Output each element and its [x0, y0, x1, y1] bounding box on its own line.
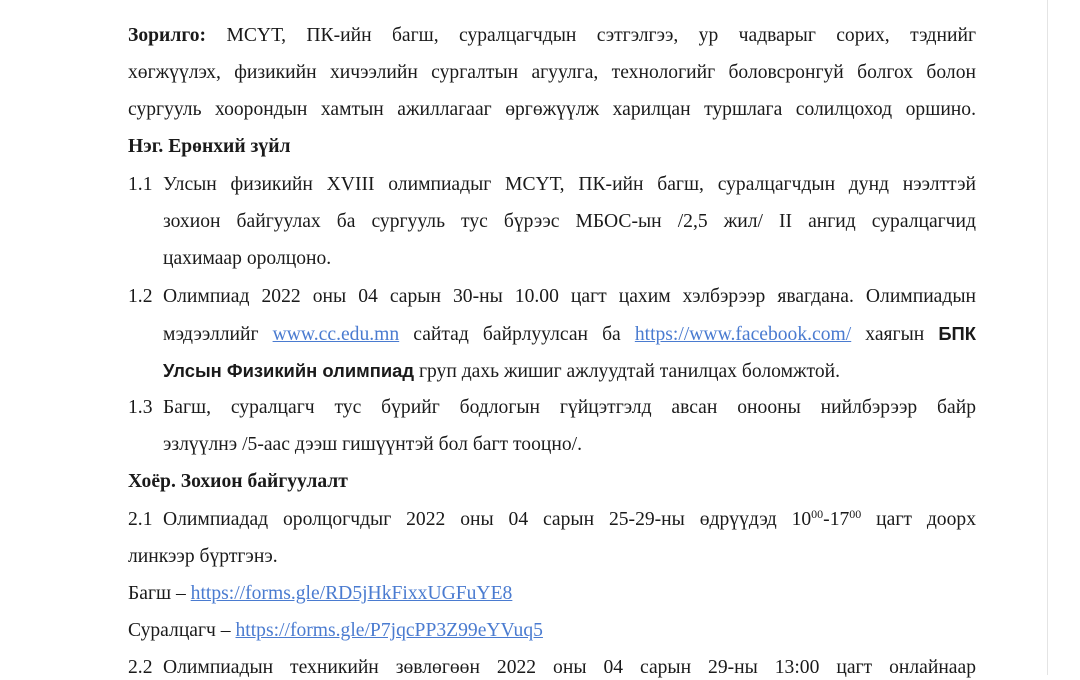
page-edge [1047, 0, 1048, 675]
item-2-1-text-c: цагт доорх [861, 509, 976, 530]
cc-edu-link[interactable]: www.cc.edu.mn [272, 324, 400, 345]
item-1-2-text-d: груп дахь жишиг ажлуудтай танилцах боломжтой. [414, 361, 841, 382]
item-1-2-bold-bpk: БПК [938, 323, 976, 344]
facebook-link[interactable]: https://www.facebook.com/ [634, 324, 852, 345]
item-1-2-bold-group: Улсын Физикийн олимпиад [163, 360, 415, 381]
goal-line-3: сургууль хоорондын хамтын ажиллагааг өргөжүүлж харилцан туршлага солилцоход оршино. [128, 99, 976, 120]
item-1-3-line-2: эзлүүлнэ /5-аас дээш гишүүнтэй бол багт тооцно/. [163, 434, 582, 455]
item-1-2-text-c: хаягын [851, 324, 939, 345]
item-1-2-text-b: сайтад байрлуулсан ба [399, 324, 635, 345]
item-2-1-text-a: Олимпиадад оролцогчдыг 2022 оны 04 сарын 25-29-ны өдрүүдэд 10 [163, 509, 812, 530]
teacher-registration-line [128, 582, 512, 606]
goal-line-1 [128, 24, 976, 48]
goal-line-2: хөгжүүлэх, физикийн хичээлийн сургалтын агуулга, технологийг боловсронгуй болгох болон [128, 62, 976, 83]
item-2-1-line-1 [163, 508, 976, 532]
section-1-title: Нэг. Ерөнхий зүйл [128, 136, 291, 157]
goal-label: Зорилго: [128, 25, 207, 46]
item-2-2-line-1: Олимпиадын техникийн зөвлөгөөн 2022 оны 04 сарын 29-ны 13:00 цагт онлайнаар [163, 657, 976, 678]
item-1-1-number: 1.1 [128, 174, 153, 195]
time-sup-end: 00 [849, 507, 862, 521]
student-label: Суралцагч – [128, 620, 236, 641]
item-1-2-line-1: Олимпиад 2022 оны 04 сарын 30-ны 10.00 цагт цахим хэлбэрээр явагдана. Олимпиадын [163, 286, 976, 307]
item-1-3-number: 1.3 [128, 397, 153, 418]
item-1-2-text-a: мэдээллийг [163, 324, 273, 345]
item-1-1-line-2: зохион байгуулах ба сургууль тус бүрээс МБОС-ын /2,5 жил/ II ангид суралцагчид [163, 211, 976, 232]
section-2-title: Хоёр. Зохион байгуулалт [128, 471, 348, 492]
teacher-label: Багш – [128, 583, 191, 604]
student-registration-line [128, 619, 543, 643]
item-2-1-text-b: -17 [823, 509, 850, 530]
item-1-2-line-3 [163, 359, 840, 384]
item-2-2-number: 2.2 [128, 657, 153, 678]
item-1-1-line-1: Улсын физикийн XVIII олимпиадыг МСҮТ, ПК-ийн багш, суралцагчдын дунд нээлттэй [163, 174, 976, 195]
item-1-3-line-1: Багш, суралцагч тус бүрийг бодлогын гүйцэтгэлд авсан онооны нийлбэрээр байр [163, 397, 976, 418]
student-form-link[interactable]: https://forms.gle/P7jqcPP3Z99eYVuq5 [235, 620, 543, 641]
goal-text-1: МСҮТ, ПК-ийн багш, суралцагчдын сэтгэлгээ, ур чадварыг сорих, тэднийг [206, 25, 976, 46]
teacher-form-link[interactable]: https://forms.gle/RD5jHkFixxUGFuYE8 [190, 583, 513, 604]
time-sup-start: 00 [811, 507, 824, 521]
item-2-1-line-2: линкээр бүртгэнэ. [128, 546, 278, 567]
item-1-2-number: 1.2 [128, 286, 153, 307]
item-2-1-number: 2.1 [128, 509, 153, 530]
item-1-2-line-2 [163, 322, 976, 347]
item-1-1-line-3: цахимаар оролцоно. [163, 248, 332, 269]
